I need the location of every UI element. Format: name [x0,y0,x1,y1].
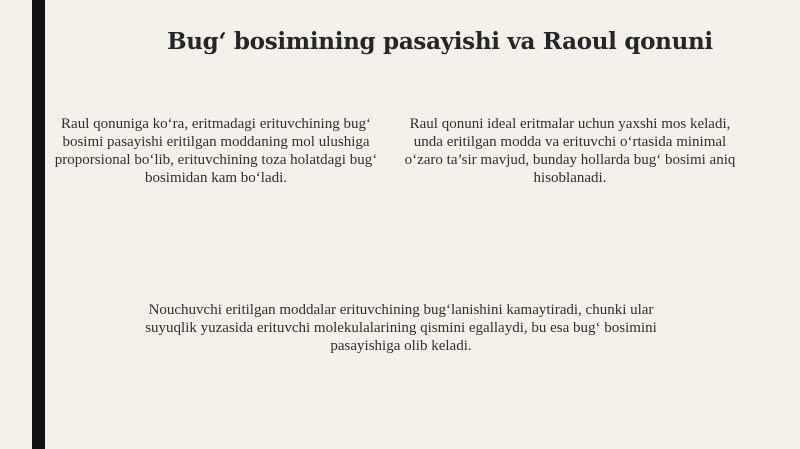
paragraph-bottom: Nouchuvchi eritilgan moddalar erituvchining bug‘lanishini kamaytiradi, chunki ular suyuqlik yuzasida erituvchi molekulalarining qismini egallaydi, bu esa bug‘ bosimini pasayishiga olib keladi. [145,302,657,354]
slide-title: Bug‘ bosimining pasayishi va Raoul qonuni [167,28,713,55]
paragraph-left: Raul qonuniga ko‘ra, eritmadagi erituvchining bug‘ bosimi pasayishi eritilgan moddaning mol ulushiga proporsional bo‘lib, erituvchining toza holatdagi bug‘ bosimidan kam bo‘ladi. [54,116,378,186]
left-accent-bar [32,0,45,449]
paragraph-right: Raul qonuni ideal eritmalar uchun yaxshi mos keladi, unda eritilgan modda va erituvchi o‘rtasida minimal o‘zaro ta’sir mavjud, bunday hollarda bug‘ bosimi aniq hisoblanadi. [404,116,736,186]
